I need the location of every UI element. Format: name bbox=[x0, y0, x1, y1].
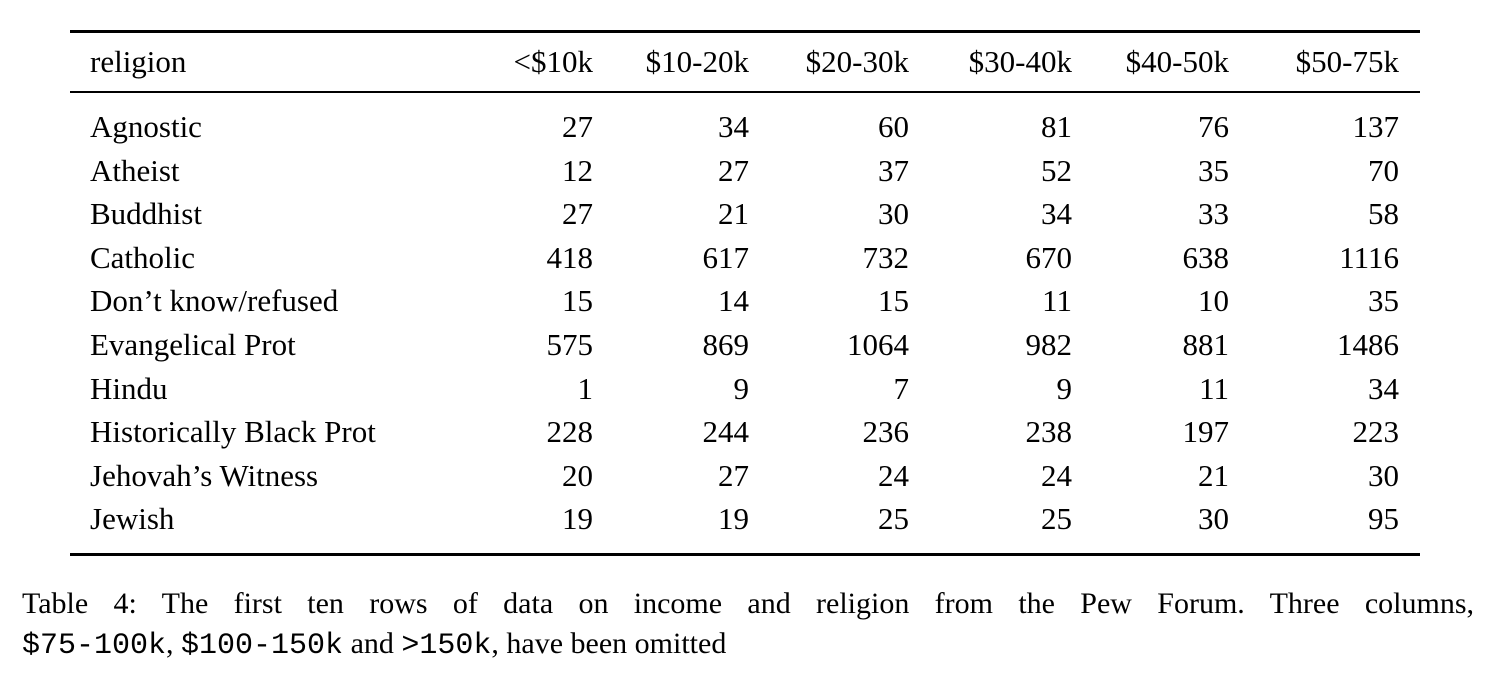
count-cell: 7 bbox=[893, 370, 909, 406]
caption-line-1: Table 4: The first ten rows of data on income and religion from the Pew Forum. Three columns, bbox=[22, 587, 1474, 620]
count-cell: 881 bbox=[1182, 326, 1229, 362]
column-header-income-bracket: $20-30k bbox=[749, 32, 909, 93]
religion-cell: Hindu bbox=[90, 370, 168, 406]
count-cell: 9 bbox=[1056, 370, 1072, 406]
column-header-income-bracket: $40-50k bbox=[1072, 32, 1229, 93]
table-row bbox=[70, 92, 1420, 149]
count-cell: 869 bbox=[702, 326, 749, 362]
religion-cell: Don’t know/refused bbox=[90, 283, 339, 319]
table-caption bbox=[22, 584, 1474, 666]
count-cell: 670 bbox=[1025, 239, 1072, 275]
religion-cell: Catholic bbox=[90, 239, 196, 275]
count-cell: 24 bbox=[1041, 457, 1072, 493]
count-cell: 27 bbox=[562, 109, 593, 144]
count-cell: 20 bbox=[562, 457, 593, 493]
column-header-income-bracket: $50-75k bbox=[1229, 32, 1420, 93]
count-cell: 52 bbox=[1041, 152, 1072, 188]
count-cell: 982 bbox=[1025, 326, 1072, 362]
count-cell: 1 bbox=[577, 370, 593, 406]
table-row bbox=[70, 236, 1420, 280]
table-row bbox=[70, 410, 1420, 454]
count-cell: 732 bbox=[862, 239, 909, 275]
count-cell: 30 bbox=[1198, 501, 1229, 537]
religion-cell: Agnostic bbox=[90, 109, 202, 144]
religion-cell: Evangelical Prot bbox=[90, 326, 296, 362]
count-cell: 575 bbox=[546, 326, 593, 362]
table-body bbox=[70, 92, 1420, 554]
caption-mono-segment: >150k bbox=[401, 629, 492, 663]
table-row bbox=[70, 149, 1420, 193]
count-cell: 1064 bbox=[847, 326, 909, 362]
caption-text-segment: , have been omitted bbox=[491, 627, 727, 660]
count-cell: 1116 bbox=[1339, 239, 1399, 275]
column-header-income-bracket: $30-40k bbox=[909, 32, 1072, 93]
table-row bbox=[70, 454, 1420, 498]
count-cell: 25 bbox=[1041, 501, 1072, 537]
count-cell: 19 bbox=[562, 501, 593, 537]
income-religion-table-wrap bbox=[70, 30, 1420, 556]
count-cell: 33 bbox=[1198, 196, 1229, 232]
religion-cell: Jehovah’s Witness bbox=[90, 457, 319, 493]
column-header-income-bracket: <$10k bbox=[390, 32, 593, 93]
table-row bbox=[70, 323, 1420, 367]
count-cell: 1486 bbox=[1337, 326, 1399, 362]
count-cell: 12 bbox=[562, 152, 593, 188]
count-cell: 58 bbox=[1368, 196, 1399, 232]
religion-cell: Jewish bbox=[90, 501, 175, 537]
count-cell: 24 bbox=[878, 457, 909, 493]
count-cell: 35 bbox=[1198, 152, 1229, 188]
count-cell: 137 bbox=[1352, 109, 1399, 144]
header-row bbox=[70, 32, 1420, 93]
count-cell: 76 bbox=[1198, 109, 1229, 144]
caption-mono-segment: $100-150k bbox=[181, 629, 344, 663]
count-cell: 60 bbox=[878, 109, 909, 144]
religion-cell: Historically Black Prot bbox=[90, 414, 376, 450]
count-cell: 27 bbox=[562, 196, 593, 232]
count-cell: 418 bbox=[546, 239, 593, 275]
table-row bbox=[70, 279, 1420, 323]
count-cell: 15 bbox=[878, 283, 909, 319]
count-cell: 638 bbox=[1182, 239, 1229, 275]
table-row bbox=[70, 497, 1420, 554]
count-cell: 9 bbox=[733, 370, 749, 406]
count-cell: 70 bbox=[1368, 152, 1399, 188]
count-cell: 81 bbox=[1041, 109, 1072, 144]
count-cell: 27 bbox=[718, 457, 749, 493]
caption-mono-segment: $75-100k bbox=[22, 629, 167, 663]
count-cell: 21 bbox=[718, 196, 749, 232]
count-cell: 30 bbox=[1368, 457, 1399, 493]
count-cell: 19 bbox=[718, 501, 749, 537]
count-cell: 35 bbox=[1368, 283, 1399, 319]
count-cell: 244 bbox=[702, 414, 749, 450]
count-cell: 11 bbox=[1199, 370, 1229, 406]
count-cell: 10 bbox=[1198, 283, 1229, 319]
count-cell: 15 bbox=[562, 283, 593, 319]
column-header-religion: religion bbox=[70, 32, 390, 93]
count-cell: 223 bbox=[1352, 414, 1399, 450]
count-cell: 34 bbox=[1041, 196, 1072, 232]
count-cell: 14 bbox=[718, 283, 749, 319]
table-row bbox=[70, 367, 1420, 411]
caption-text-segment: and bbox=[343, 627, 402, 660]
count-cell: 238 bbox=[1025, 414, 1072, 450]
count-cell: 27 bbox=[718, 152, 749, 188]
count-cell: 228 bbox=[546, 414, 593, 450]
count-cell: 11 bbox=[1042, 283, 1072, 319]
religion-cell: Atheist bbox=[90, 152, 180, 188]
income-religion-table bbox=[70, 30, 1420, 556]
count-cell: 37 bbox=[878, 152, 909, 188]
count-cell: 21 bbox=[1198, 457, 1229, 493]
count-cell: 25 bbox=[878, 501, 909, 537]
count-cell: 236 bbox=[862, 414, 909, 450]
table-row bbox=[70, 192, 1420, 236]
caption-line-2 bbox=[22, 624, 1474, 666]
column-header-income-bracket: $10-20k bbox=[593, 32, 749, 93]
count-cell: 34 bbox=[1368, 370, 1399, 406]
count-cell: 95 bbox=[1368, 501, 1399, 537]
count-cell: 617 bbox=[702, 239, 749, 275]
caption-text-segment: , bbox=[166, 627, 182, 660]
religion-cell: Buddhist bbox=[90, 196, 202, 232]
count-cell: 30 bbox=[878, 196, 909, 232]
count-cell: 197 bbox=[1182, 414, 1229, 450]
count-cell: 34 bbox=[718, 109, 749, 144]
